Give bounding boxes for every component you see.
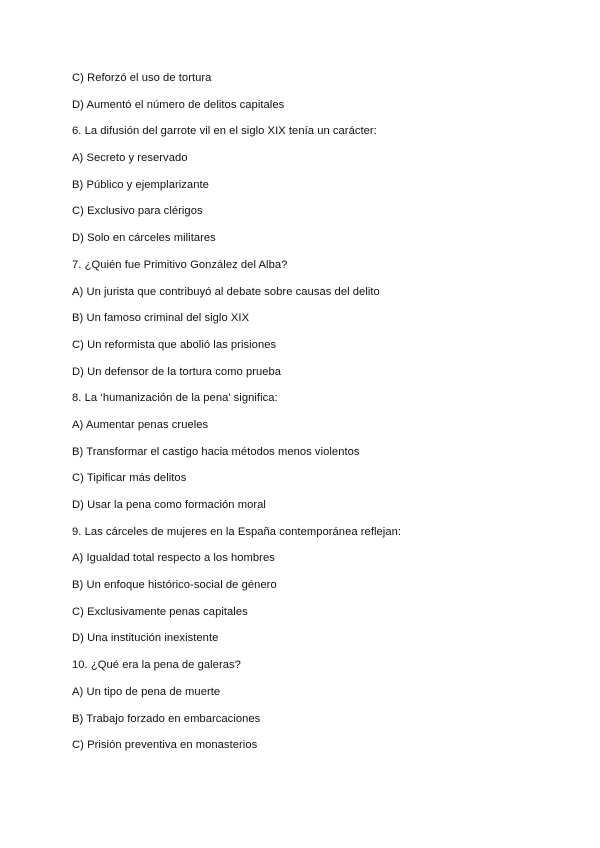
answer-option: B) Un famoso criminal del siglo XIX [72,312,250,325]
answer-option: A) Un jurista que contribuyó al debate sobre causas del delito [72,285,380,298]
answer-option: B) Trabajo forzado en embarcaciones [72,712,261,725]
question-text: 9. Las cárceles de mujeres en la España contemporánea reflejan: [72,525,402,538]
answer-option: D) Aumentó el número de delitos capitales [72,98,285,111]
answer-option: C) Exclusivamente penas capitales [72,605,248,618]
answer-option: A) Aumentar penas crueles [72,418,209,431]
question-text: 10. ¿Qué era la pena de galeras? [72,659,241,672]
answer-option: B) Público y ejemplarizante [72,178,209,191]
question-text: 7. ¿Quién fue Primitivo González del Alba? [72,258,288,271]
answer-option: C) Prisión preventiva en monasterios [72,739,258,752]
answer-option: A) Secreto y reservado [72,152,188,165]
question-text: 6. La difusión del garrote vil en el siglo XIX tenía un carácter: [72,125,377,138]
answer-option: C) Un reformista que abolió las prisiones [72,338,277,351]
answer-option: C) Reforzó el uso de tortura [72,72,212,84]
answer-option: D) Solo en cárceles militares [72,232,216,245]
answer-option: B) Transformar el castigo hacia métodos menos violentos [72,445,360,458]
question-list [72,70,542,764]
answer-option: D) Usar la pena como formación moral [72,499,266,511]
answer-option: D) Un defensor de la tortura como prueba [72,365,282,378]
answer-option: B) Un enfoque histórico-social de género [72,579,277,592]
answer-option: A) Igualdad total respecto a los hombres [72,552,275,565]
answer-option: A) Un tipo de pena de muerte [72,685,221,698]
answer-option: C) Exclusivo para clérigos [72,205,203,218]
answer-option: D) Una institución inexistente [72,632,219,645]
answer-option: C) Tipificar más delitos [72,472,187,485]
question-text: 8. La ‘humanización de la pena’ significa: [72,392,278,405]
